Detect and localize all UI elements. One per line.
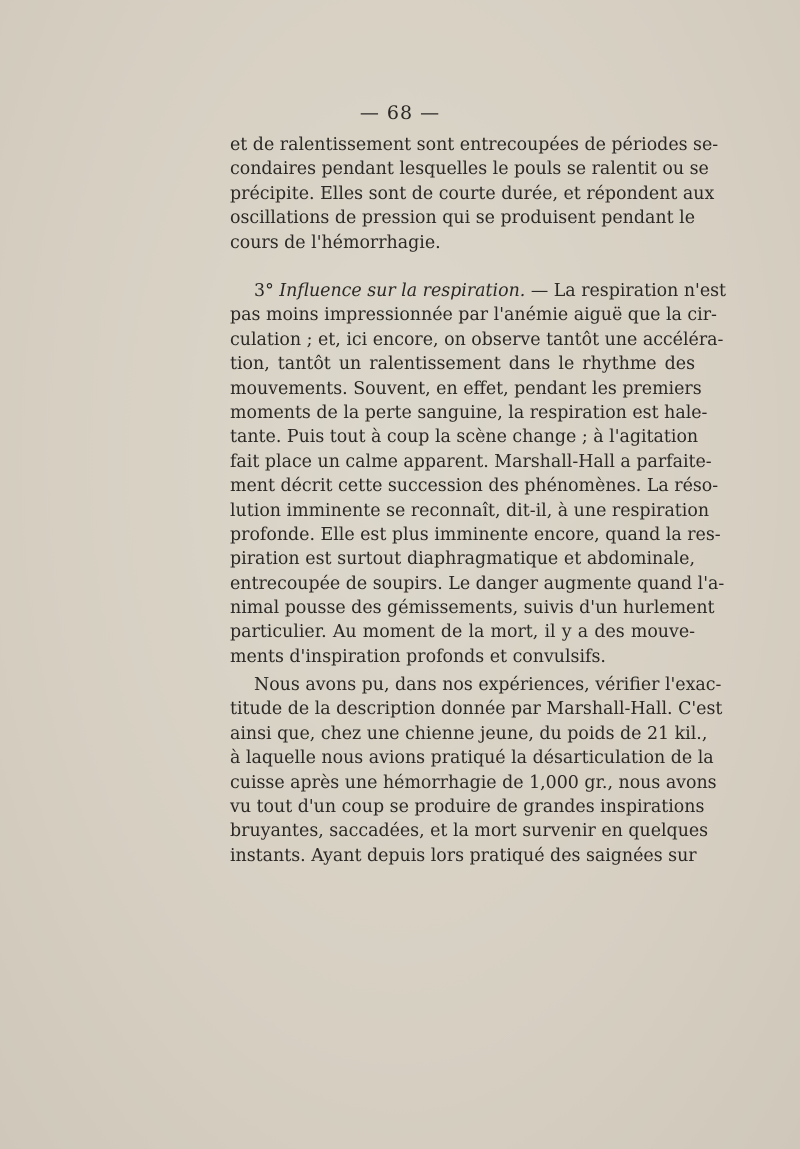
- section-heading-line: [230, 279, 727, 303]
- section-heading-rest: — La respiration n'est: [530, 281, 727, 301]
- text-line: bruyantes, saccadées, et la mort survenir en quelques: [230, 821, 709, 842]
- text-line: tion, tantôt un ralentissement dans le rhythme des: [230, 354, 695, 375]
- text-line: fait place un calme apparent. Marshall-Hall a parfaite-: [230, 451, 712, 472]
- text-line: tante. Puis tout à coup la scène change ; à l'agitation: [230, 427, 699, 448]
- page-number: — 68 —: [359, 102, 441, 124]
- text-line: pas moins impressionnée par l'anémie aiguë que la cir-: [230, 305, 717, 326]
- section-title: Influence sur la respiration.: [279, 281, 526, 301]
- paragraph-3: [230, 673, 723, 868]
- text-line: ments d'inspiration profonds et convulsifs.: [230, 646, 606, 667]
- text-line: cours de l'hémorrhagie.: [230, 232, 441, 253]
- text-line: titude de la description donnée par Marshall-Hall. C'est: [230, 699, 723, 720]
- text-line: profonde. Elle est plus imminente encore, quand la res-: [230, 524, 721, 545]
- text-line: instants. Ayant depuis lors pratiqué des saignées sur: [230, 845, 697, 866]
- text-line: piration est surtout diaphragmatique et abdominale,: [230, 549, 695, 570]
- section-number: 3°: [254, 281, 274, 301]
- text-line: moments de la perte sanguine, la respiration est hale-: [230, 402, 708, 423]
- text-line: condaires pendant lesquelles le pouls se ralentit ou se: [230, 159, 709, 180]
- text-line: entrecoupée de soupirs. Le danger augmente quand l'a-: [230, 573, 725, 594]
- text-line: lution imminente se reconnaît, dit-il, à une respiration: [230, 500, 710, 521]
- text-line: ainsi que, chez une chienne jeune, du poids de 21 kil.,: [230, 723, 708, 744]
- paragraph-1: [230, 133, 719, 255]
- text-line: culation ; et, ici encore, on observe tantôt une accéléra-: [230, 329, 724, 350]
- text-line: particulier. Au moment de la mort, il y a des mouve-: [230, 622, 695, 643]
- text-line: oscillations de pression qui se produisent pendant le: [230, 208, 695, 229]
- text-line: ment décrit cette succession des phénomènes. La réso-: [230, 476, 719, 497]
- text-line: à laquelle nous avions pratiqué la désarticulation de la: [230, 748, 714, 769]
- text-line: vu tout d'un coup se produire de grandes inspirations: [230, 796, 705, 817]
- text-line: mouvements. Souvent, en effet, pendant les premiers: [230, 378, 702, 399]
- text-line: cuisse après une hémorrhagie de 1,000 gr., nous avons: [230, 772, 717, 793]
- text-line: précipite. Elles sont de courte durée, et répondent aux: [230, 183, 715, 204]
- text-line: et de ralentissement sont entrecoupées de périodes se-: [230, 135, 719, 155]
- text-line: Nous avons pu, dans nos expériences, vérifier l'exac-: [254, 675, 722, 695]
- paragraph-2: [230, 279, 727, 669]
- text-line: nimal pousse des gémissements, suivis d'un hurlement: [230, 598, 715, 619]
